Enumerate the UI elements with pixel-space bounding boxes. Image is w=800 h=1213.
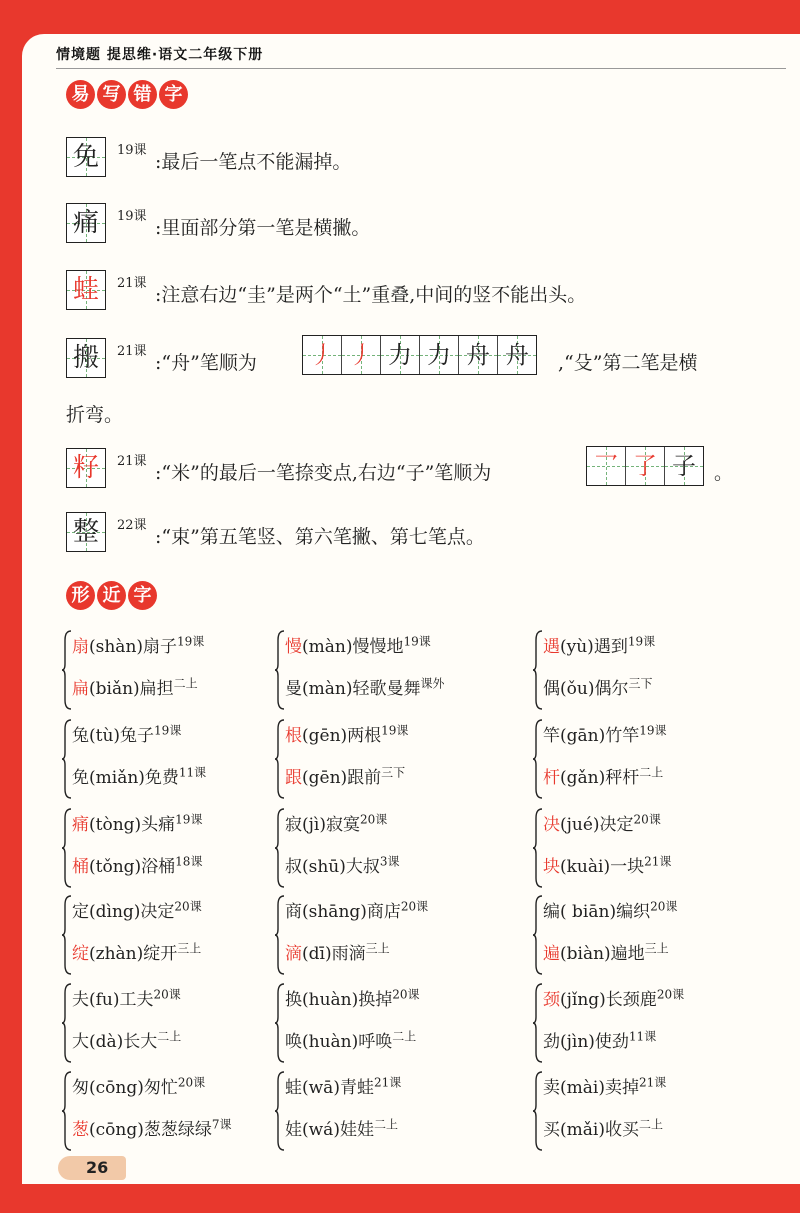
title-char: 字 <box>128 581 157 610</box>
entry-pinyin-word: (mǎi)收买 <box>560 1120 639 1140</box>
char-box <box>66 270 106 310</box>
stroke-order-sequence <box>302 335 537 375</box>
entry-source: 11课 <box>178 765 207 780</box>
char-entry <box>285 897 428 922</box>
entry-char: 换 <box>285 990 302 1010</box>
entry-pinyin-word: (miǎn)免费 <box>89 768 179 788</box>
stroke-cell <box>665 447 703 485</box>
entry-char: 曼 <box>285 679 302 699</box>
entry-source: 20课 <box>633 812 661 827</box>
brace-icon <box>533 719 541 799</box>
char-entry <box>543 721 667 746</box>
entry-pinyin-word: (huàn)呼唤 <box>302 1032 393 1052</box>
char-entry <box>543 632 655 657</box>
entry-char: 夫 <box>72 990 89 1010</box>
running-header: 情境题 提思维·语文二年级下册 <box>56 47 264 63</box>
brace-icon <box>533 895 541 975</box>
section-title-similar-chars <box>66 581 157 610</box>
entry-pinyin-word: (tǒng)浴桶 <box>89 857 176 877</box>
entry-char: 定 <box>72 902 89 922</box>
entry-char: 跟 <box>285 768 302 788</box>
entry-source: 3课 <box>379 854 400 869</box>
char-entry <box>285 810 387 835</box>
stroke-order-sequence <box>586 446 704 486</box>
stroke-cell <box>381 336 420 374</box>
brace-icon <box>62 895 70 975</box>
entry-source: 19课 <box>639 723 667 738</box>
entry-pinyin-word: ( biān)编织 <box>560 902 651 922</box>
char: 搬 <box>72 343 99 373</box>
char-entry <box>285 632 431 657</box>
entry-char: 匆 <box>72 1078 89 1098</box>
entry-source: 二上 <box>157 1029 182 1044</box>
entry-pinyin-word: (gān)竹竿 <box>560 726 640 746</box>
lesson-tag: 22课 <box>117 518 147 533</box>
title-char: 错 <box>128 80 157 109</box>
entry-char: 卖 <box>543 1078 560 1098</box>
char-entry <box>543 1073 666 1098</box>
entry-pinyin-word: (cōng)匆忙 <box>89 1078 178 1098</box>
entry-pinyin-word: (jué)决定 <box>560 815 634 835</box>
char-entry <box>543 985 684 1010</box>
entry-pinyin-word: (gēn)跟前 <box>302 768 382 788</box>
char-entry <box>72 763 206 788</box>
entry-source: 二上 <box>638 1117 663 1132</box>
entry-pinyin-word: (jǐng)长颈鹿 <box>560 990 657 1010</box>
entry-source: 21课 <box>644 854 672 869</box>
entry-char: 大 <box>72 1032 89 1052</box>
brace-icon <box>533 1071 541 1151</box>
entry-pinyin-word: (shàn)扇子 <box>89 637 178 657</box>
title-char: 近 <box>97 581 126 610</box>
entry-char: 竿 <box>543 726 560 746</box>
entry-source: 20课 <box>153 987 181 1002</box>
entry-char: 块 <box>543 857 560 877</box>
char-entry <box>72 1027 181 1052</box>
section-title-error-prone <box>66 80 188 109</box>
char-entry <box>543 674 652 699</box>
char-entry <box>543 1027 656 1052</box>
entry-source: 20课 <box>656 987 685 1002</box>
char-entry <box>72 1115 232 1140</box>
char-box <box>66 338 106 378</box>
char: 整 <box>72 517 99 547</box>
note-text: :注意右边“圭”是两个“土”重叠,中间的竖不能出头。 <box>155 284 587 306</box>
entry-source: 19课 <box>403 634 431 649</box>
char-entry <box>285 721 408 746</box>
entry-pinyin-word: (cōng)葱葱绿绿 <box>89 1120 212 1140</box>
entry-source: 课外 <box>420 676 445 691</box>
brace-icon <box>62 808 70 888</box>
brace-icon <box>62 630 70 710</box>
page-number-tab <box>58 1156 126 1180</box>
entry-char: 蛙 <box>285 1078 302 1098</box>
entry-source: 7课 <box>211 1117 232 1132</box>
entry-source: 三下 <box>628 676 653 691</box>
entry-pinyin-word: (dìng)决定 <box>89 902 175 922</box>
entry-char: 绽 <box>72 944 89 964</box>
char: 蛙 <box>72 275 99 305</box>
entry-char: 决 <box>543 815 560 835</box>
char: 籽 <box>72 453 99 483</box>
entry-pinyin-word: (shāng)商店 <box>302 902 401 922</box>
entry-char: 扇 <box>72 637 89 657</box>
entry-source: 19课 <box>177 634 205 649</box>
title-char: 易 <box>66 80 95 109</box>
note-text: :“米”的最后一笔捺变点,右边“子”笔顺为 <box>155 462 492 484</box>
stroke: 乛 <box>594 452 618 480</box>
entry-pinyin-word: (shū)大叔 <box>302 857 380 877</box>
note-text: :“束”第五笔竖、第六笔撇、第七笔点。 <box>155 526 485 548</box>
brace-icon <box>62 1071 70 1151</box>
char-entry <box>543 1115 663 1140</box>
char-entry <box>72 810 202 835</box>
page-number: 26 <box>86 1158 109 1177</box>
entry-source: 18课 <box>175 854 203 869</box>
char-entry <box>285 674 444 699</box>
title-char: 字 <box>159 80 188 109</box>
brace-icon <box>275 983 283 1063</box>
entry-source: 20课 <box>359 812 388 827</box>
char-entry <box>72 985 181 1010</box>
entry-pinyin-word: (mài)卖掉 <box>560 1078 639 1098</box>
stroke: 了 <box>633 452 657 480</box>
lesson-tag: 21课 <box>117 454 147 469</box>
header-rule <box>56 68 786 69</box>
char-entry <box>543 763 663 788</box>
entry-char: 娃 <box>285 1120 302 1140</box>
brace-icon <box>62 983 70 1063</box>
entry-char: 买 <box>543 1120 560 1140</box>
char-entry <box>285 939 390 964</box>
stroke-cell <box>587 447 626 485</box>
brace-icon <box>275 1071 283 1151</box>
entry-char: 免 <box>72 768 89 788</box>
char-box <box>66 137 106 177</box>
entry-char: 编 <box>543 902 560 922</box>
note-text: :里面部分第一笔是横撇。 <box>155 217 371 239</box>
entry-pinyin-word: (biǎn)扁担 <box>89 679 174 699</box>
char-entry <box>285 1073 401 1098</box>
entry-pinyin-word: (huàn)换掉 <box>302 990 393 1010</box>
entry-char: 商 <box>285 902 302 922</box>
note-text: :“舟”笔顺为 <box>155 352 257 374</box>
title-char: 形 <box>66 581 95 610</box>
entry-char: 根 <box>285 726 302 746</box>
stroke-cell <box>498 336 536 374</box>
entry-source: 二上 <box>173 676 198 691</box>
brace-icon <box>533 808 541 888</box>
char-entry <box>285 763 405 788</box>
entry-source: 二上 <box>392 1029 417 1044</box>
char-entry <box>72 852 202 877</box>
entry-pinyin-word: (gēn)两根 <box>302 726 382 746</box>
char-entry <box>72 721 181 746</box>
brace-icon <box>533 983 541 1063</box>
lesson-tag: 21课 <box>117 344 147 359</box>
lesson-tag: 21课 <box>117 276 147 291</box>
stroke: 丿 <box>310 341 334 369</box>
entry-source: 三下 <box>381 765 406 780</box>
entry-source: 20课 <box>392 987 420 1002</box>
entry-char: 唤 <box>285 1032 302 1052</box>
entry-source: 三上 <box>365 941 390 956</box>
entry-pinyin-word: (dà)长大 <box>89 1032 158 1052</box>
entry-source: 19课 <box>627 634 656 649</box>
stroke: 舟 <box>505 341 529 369</box>
stroke-cell <box>459 336 498 374</box>
lesson-tag: 19课 <box>117 209 147 224</box>
entry-char: 杆 <box>543 768 560 788</box>
entry-source: 19课 <box>154 723 182 738</box>
entry-pinyin-word: (fu)工夫 <box>89 990 154 1010</box>
entry-char: 扁 <box>72 679 89 699</box>
lesson-tag: 19课 <box>117 143 147 158</box>
stroke: 丿 <box>349 341 373 369</box>
stroke: 力 <box>388 341 412 369</box>
char-entry <box>285 852 400 877</box>
entry-source: 19课 <box>175 812 203 827</box>
entry-pinyin-word: (biàn)遍地 <box>560 944 645 964</box>
char-entry <box>72 632 204 657</box>
entry-source: 二上 <box>639 765 664 780</box>
title-char: 写 <box>97 80 126 109</box>
entry-pinyin-word: (jì)寂寞 <box>302 815 360 835</box>
entry-pinyin-word: (kuài)一块 <box>560 857 645 877</box>
entry-source: 20课 <box>174 899 202 914</box>
entry-pinyin-word: (màn)慢慢地 <box>302 637 404 657</box>
char-entry <box>72 1073 205 1098</box>
note-text-continued: 折弯。 <box>66 404 124 426</box>
char-entry <box>285 985 420 1010</box>
entry-char: 葱 <box>72 1120 89 1140</box>
entry-pinyin-word: (tòng)头痛 <box>89 815 176 835</box>
entry-pinyin-word: (gǎn)秤杆 <box>560 768 640 788</box>
brace-icon <box>275 630 283 710</box>
entry-char: 偶 <box>543 679 560 699</box>
entry-char: 叔 <box>285 857 302 877</box>
entry-pinyin-word: (wā)青蛙 <box>302 1078 374 1098</box>
brace-icon <box>275 808 283 888</box>
entry-char: 劲 <box>543 1032 560 1052</box>
stroke-cell <box>303 336 342 374</box>
entry-pinyin-word: (zhàn)绽开 <box>89 944 178 964</box>
char-entry <box>72 939 201 964</box>
char-entry <box>285 1115 398 1140</box>
entry-source: 三上 <box>177 941 202 956</box>
note-text: :最后一笔点不能漏掉。 <box>155 151 352 173</box>
entry-source: 二上 <box>373 1117 398 1132</box>
brace-icon <box>275 895 283 975</box>
char-entry <box>543 852 671 877</box>
entry-source: 21课 <box>638 1075 667 1090</box>
char: 痛 <box>72 208 99 238</box>
entry-pinyin-word: (tù)兔子 <box>89 726 155 746</box>
entry-pinyin-word: (wá)娃娃 <box>302 1120 374 1140</box>
char-entry <box>72 897 202 922</box>
char-entry <box>285 1027 416 1052</box>
entry-source: 21课 <box>373 1075 402 1090</box>
entry-char: 滴 <box>285 944 302 964</box>
entry-source: 20课 <box>400 899 429 914</box>
char-entry <box>543 939 669 964</box>
char: 免 <box>72 142 99 172</box>
entry-pinyin-word: (ǒu)偶尔 <box>560 679 629 699</box>
stroke-cell <box>420 336 459 374</box>
brace-icon <box>533 630 541 710</box>
brace-icon <box>62 719 70 799</box>
entry-pinyin-word: (dī)雨滴 <box>302 944 366 964</box>
entry-char: 痛 <box>72 815 89 835</box>
entry-char: 颈 <box>543 990 560 1010</box>
entry-char: 兔 <box>72 726 89 746</box>
entry-pinyin-word: (jìn)使劲 <box>560 1032 629 1052</box>
char-box <box>66 448 106 488</box>
entry-char: 寂 <box>285 815 302 835</box>
entry-pinyin-word: (yù)遇到 <box>560 637 628 657</box>
entry-char: 遍 <box>543 944 560 964</box>
entry-source: 20课 <box>177 1075 206 1090</box>
note-text-after: ,“殳”第二笔是横 <box>558 352 698 374</box>
char-entry <box>543 897 677 922</box>
stroke-cell <box>342 336 381 374</box>
entry-source: 三上 <box>644 941 669 956</box>
entry-source: 19课 <box>381 723 409 738</box>
entry-char: 桶 <box>72 857 89 877</box>
entry-char: 慢 <box>285 637 302 657</box>
stroke-cell <box>626 447 665 485</box>
entry-source: 11课 <box>628 1029 657 1044</box>
note-text-after: 。 <box>714 462 734 484</box>
char-entry <box>72 674 198 699</box>
char-box <box>66 512 106 552</box>
stroke: 力 <box>427 341 451 369</box>
char-entry <box>543 810 661 835</box>
char-box <box>66 203 106 243</box>
entry-char: 遇 <box>543 637 560 657</box>
brace-icon <box>275 719 283 799</box>
entry-source: 20课 <box>650 899 678 914</box>
entry-pinyin-word: (màn)轻歌曼舞 <box>302 679 421 699</box>
stroke: 舟 <box>466 341 490 369</box>
stroke: 子 <box>672 452 696 480</box>
